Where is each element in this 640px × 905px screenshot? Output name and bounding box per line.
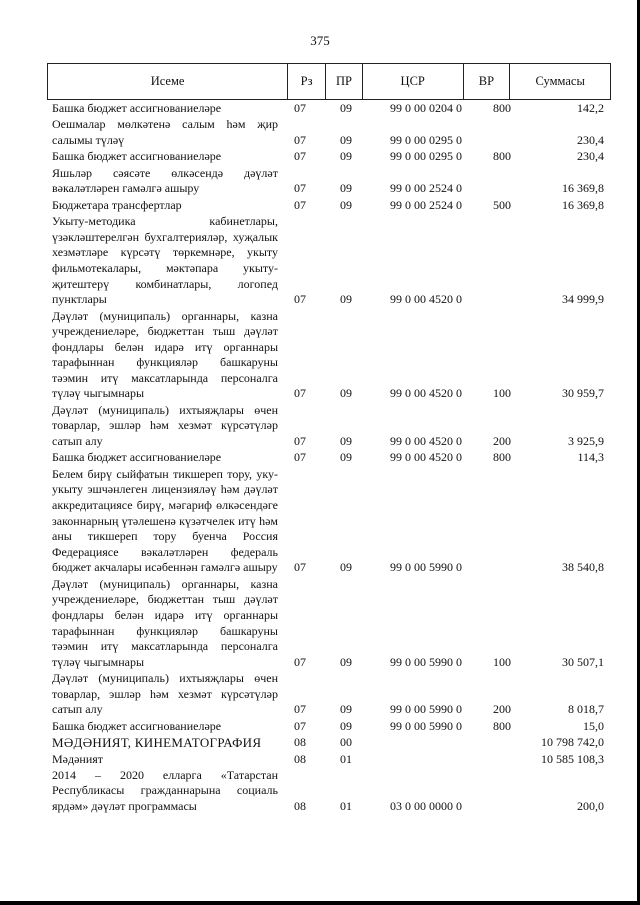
row-rz: 07 [294,101,306,115]
row-sum: 16 369,8 [562,197,604,212]
table-row [52,214,612,308]
row-name: Башка бюджет ассигнованиеләре [52,718,222,733]
row-pr: 00 [340,735,352,750]
row-name: Башка бюджет ассигнованиеләре [52,101,222,115]
row-name: Дәүләт (муниципаль) ихтыяҗлары өчен товарлар, эшләр һәм хезмәт күрсәтүләр сатып алу [52,671,278,717]
table-body [52,101,612,815]
row-rz: 07 [294,450,306,465]
header-sum: Суммасы [509,64,610,99]
row-vr: 800 [493,718,511,733]
table-header [47,63,611,100]
row-csr: 99 0 00 2524 0 [390,197,462,212]
row-pr: 09 [340,718,352,733]
row-csr: 99 0 00 5990 0 [390,702,462,717]
table-row [52,117,612,148]
row-vr: 200 [493,702,511,717]
row-name: 2014 – 2020 елларга «Татарстан Республикасы гражданнарына социаль ярдәм» дәүләт программасы [52,767,278,814]
table-row [52,719,612,735]
row-pr: 09 [340,386,352,401]
row-rz: 07 [294,386,306,401]
table-row [52,101,612,117]
row-sum: 10 585 108,3 [541,751,604,766]
row-pr: 09 [340,197,352,212]
table-row [52,768,612,815]
row-csr: 03 0 00 0000 0 [390,799,462,814]
row-sum: 230,4 [577,149,604,164]
page-number: 375 [310,33,330,48]
row-rz: 08 [294,735,306,750]
table-row [52,198,612,214]
row-name: Бюджетара трансфертлар [52,197,182,212]
row-rz: 08 [294,799,306,814]
row-vr: 800 [493,101,511,115]
row-csr: 99 0 00 5990 0 [390,654,462,669]
row-csr: 99 0 00 0295 0 [390,132,462,147]
table-row [52,309,612,403]
row-csr: 99 0 00 4520 0 [390,434,462,449]
row-sum: 38 540,8 [562,560,604,575]
row-vr: 800 [493,149,511,164]
row-vr: 100 [493,654,511,669]
row-pr: 01 [340,751,352,766]
row-rz: 07 [294,434,306,449]
row-pr: 09 [340,292,352,307]
row-pr: 09 [340,101,352,115]
row-pr: 09 [340,434,352,449]
row-csr: 99 0 00 4520 0 [390,450,462,465]
row-vr: 500 [493,197,511,212]
table-row [52,450,612,466]
row-csr: 99 0 00 5990 0 [390,560,462,575]
row-rz: 07 [294,654,306,669]
row-rz: 08 [294,751,306,766]
table-row [52,403,612,450]
table-row [52,671,612,718]
row-name: Яшьләр сәясәте өлкәсендә дәүләт вәкаләтләрен гамәлгә ашыру [52,165,278,196]
header-vr: ВР [463,64,510,99]
row-csr: 99 0 00 4520 0 [390,386,462,401]
row-sum: 230,4 [577,132,604,147]
table-row [52,577,612,671]
row-csr: 99 0 00 0204 0 [390,101,462,115]
row-pr: 01 [340,799,352,814]
row-name: МӘДӘНИЯТ, КИНЕМАТОГРАФИЯ [52,735,262,751]
row-pr: 09 [340,450,352,465]
row-pr: 09 [340,132,352,147]
row-rz: 07 [294,181,306,196]
header-csr: ЦСР [362,64,463,99]
header-rz: Рз [287,64,325,99]
row-name: Белем бирү сыйфатын тикшереп тору, уку-укыту эшчәнлеген лицензияләү һәм дәүләт аккредитациясе бирү, мәгариф өлкәсендәге законнарның үтәлешенә күзәтчелек итү һәм аны тикшереп тору буенча Россия Федерациясе вәкаләтләрен федераль бюджет акчалары исәбеннән гамәлгә ашыру [52,466,278,575]
row-rz: 07 [294,702,306,717]
table-row [52,735,612,751]
row-pr: 09 [340,149,352,164]
row-name: Оешмалар мөлкәтенә салым һәм җир салымы түләү [52,117,278,147]
row-name: Укыту-методика кабинетлары, үзәкләштерелгән бухгалтерияләр, хуҗалык хезмәтләре күрсәтү төркемнәре, укыту фильмотекалары, мәктәпара укыту-җитештерү комбинатлары, логопед пунктлары [52,214,278,307]
row-name: Дәүләт (муниципаль) ихтыяҗлары өчен товарлар, эшләр һәм хезмәт күрсәтүләр сатып алу [52,402,278,449]
row-name: Башка бюджет ассигнованиеләре [52,149,222,164]
table-row [52,467,612,576]
row-csr: 99 0 00 0295 0 [390,149,462,164]
header-name: Исеме [150,74,185,88]
row-name: Мәдәният [52,751,104,766]
row-rz: 07 [294,718,306,733]
row-sum: 16 369,8 [562,181,604,196]
table-row [52,149,612,165]
row-sum: 30 959,7 [562,386,604,401]
row-pr: 09 [340,702,352,717]
row-pr: 09 [340,181,352,196]
row-csr: 99 0 00 2524 0 [390,181,462,196]
row-vr: 800 [493,450,511,465]
row-sum: 200,0 [577,799,604,814]
table-row [52,166,612,197]
row-name: Дәүләт (муниципаль) органнары, казна учреждениеләре, бюджеттан тыш дәүләт фондлары белән идарә итү органнары тарафыннан функцияләр башкаруны тәэмин итү максатларында персоналга түләү чыгымнары [52,576,278,669]
row-rz: 07 [294,560,306,575]
row-pr: 09 [340,654,352,669]
row-name: Дәүләт (муниципаль) органнары, казна учреждениеләре, бюджеттан тыш дәүләт фондлары белән идарә итү органнары тарафыннан функцияләр башкаруны тәэмин итү максатларында персоналга түләү чыгымнары [52,308,278,401]
table-row [52,752,612,768]
row-rz: 07 [294,149,306,164]
row-vr: 100 [493,386,511,401]
scan-edge-bottom [0,901,640,905]
row-vr: 200 [493,434,511,449]
row-sum: 3 925,9 [568,434,604,449]
row-csr: 99 0 00 5990 0 [390,718,462,733]
row-csr: 99 0 00 4520 0 [390,292,462,307]
row-name: Башка бюджет ассигнованиеләре [52,450,222,465]
row-sum: 10 798 742,0 [541,735,604,750]
row-sum: 8 018,7 [568,702,604,717]
row-sum: 30 507,1 [562,654,604,669]
header-pr: ПР [325,64,362,99]
row-sum: 34 999,9 [562,292,604,307]
row-pr: 09 [340,560,352,575]
row-rz: 07 [294,197,306,212]
row-sum: 114,3 [577,450,604,465]
row-rz: 07 [294,132,306,147]
row-sum: 142,2 [577,101,604,115]
row-sum: 15,0 [583,718,604,733]
row-rz: 07 [294,292,306,307]
